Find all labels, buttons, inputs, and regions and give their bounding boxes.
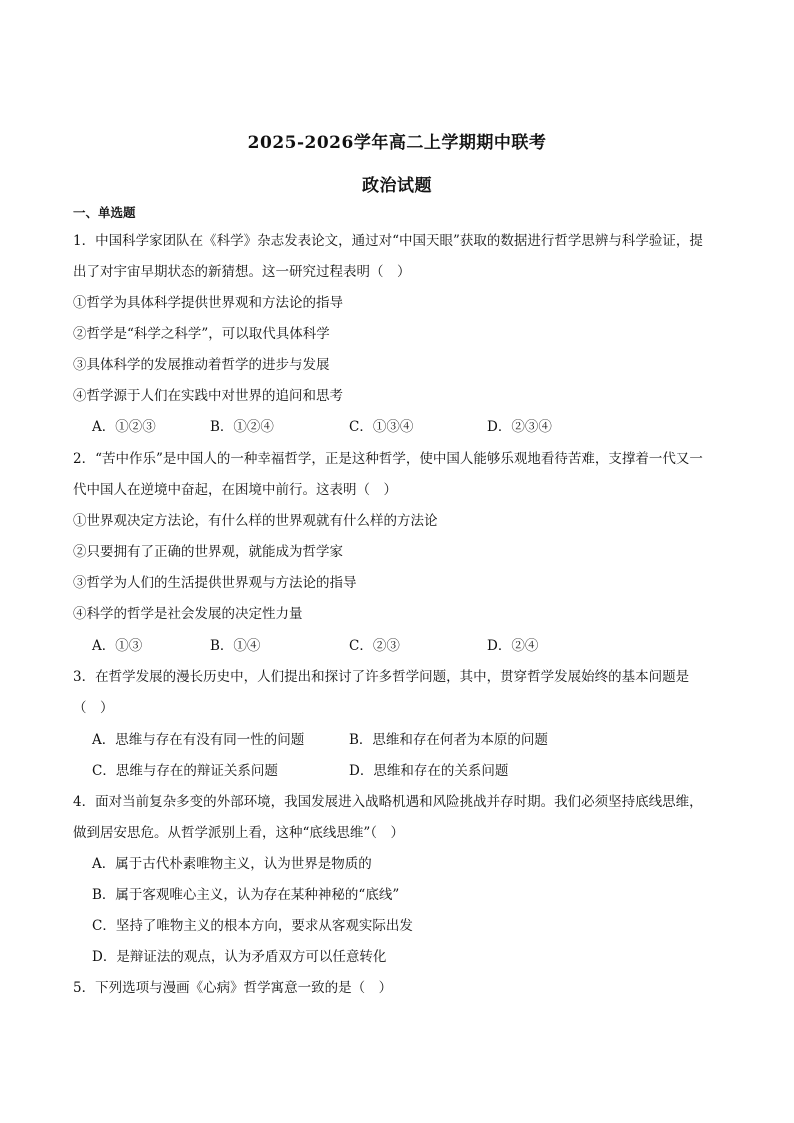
question-1-option-b: B．①②④ [210,419,274,435]
question-3-stem-line-1: 3．在哲学发展的漫长历史中，人们提出和探讨了许多哲学问题，其中，贯穿哲学发展始终的基本问题是 [73,669,690,685]
question-1-item-1: ①哲学为具体科学提供世界观和方法论的指导 [73,295,343,311]
question-4-option-b: B．属于客观唯心主义，认为存在某种神秘的“底线” [92,887,400,903]
question-2-stem-line-2: 代中国人在逆境中奋起，在困境中前行。这表明（ ） [73,482,397,498]
question-3-stem-line-2: （ ） [73,700,114,716]
question-2-item-1: ①世界观决定方法论，有什么样的世界观就有什么样的方法论 [73,513,438,529]
question-4-option-d: D．是辩证法的观点，认为矛盾双方可以任意转化 [92,949,387,965]
question-2-option-c: C．②③ [349,638,400,654]
page-subtitle: 政治试题 [362,176,432,196]
question-1-item-3: ③具体科学的发展推动着哲学的进步与发展 [73,357,330,373]
question-1-option-a: A．①②③ [92,419,156,435]
question-1-option-c: C．①③④ [349,419,414,435]
question-2-stem-line-1: 2．“苦中作乐”是中国人的一种幸福哲学，正是这种哲学，使中国人能够乐观地看待苦难，支撑着一代又一 [73,451,703,467]
question-1-stem-line-1: 1．中国科学家团队在《科学》杂志发表论文，通过对“中国天眼”获取的数据进行哲学思辨与科学验证，提 [73,233,703,249]
question-2-item-3: ③哲学为人们的生活提供世界观与方法论的指导 [73,575,357,591]
page-title: 2025-2026学年高二上学期期中联考 [247,133,547,153]
question-3-option-d: D．思维和存在的关系问题 [349,763,509,779]
question-2-option-d: D．②④ [487,638,539,654]
question-1-option-d: D．②③④ [487,419,552,435]
question-3-option-b: B．思维和存在何者为本原的问题 [349,732,548,748]
question-3-option-c: C．思维与存在的辩证关系问题 [92,763,278,779]
question-2-item-2: ②只要拥有了正确的世界观，就能成为哲学家 [73,544,343,560]
question-2-option-b: B．①④ [210,638,261,654]
question-4-stem-line-2: 做到居安思危。从哲学派别上看，这种“底线思维”（ ） [73,825,405,841]
question-2-option-a: A．①③ [92,638,143,654]
question-1-item-2: ②哲学是“科学之科学”，可以取代具体科学 [73,326,330,342]
question-4-option-a: A．属于古代朴素唯物主义，认为世界是物质的 [92,856,372,872]
question-2-item-4: ④科学的哲学是社会发展的决定性力量 [73,606,303,622]
question-4-stem-line-1: 4．面对当前复杂多变的外部环境，我国发展进入战略机遇和风险挑战并存时期。我们必须坚持底线思维， [73,794,703,810]
question-5-stem-line-1: 5．下列选项与漫画《心病》哲学寓意一致的是（ ） [73,980,393,996]
question-1-stem-line-2: 出了对宇宙早期状态的新猜想。这一研究过程表明（ ） [73,264,411,280]
question-4-option-c: C．坚持了唯物主义的根本方向，要求从客观实际出发 [92,918,413,934]
question-1-item-4: ④哲学源于人们在实践中对世界的追问和思考 [73,388,343,404]
question-3-option-a: A．思维与存在有没有同一性的问题 [92,732,305,748]
section-heading: 一、单选题 [73,205,136,220]
